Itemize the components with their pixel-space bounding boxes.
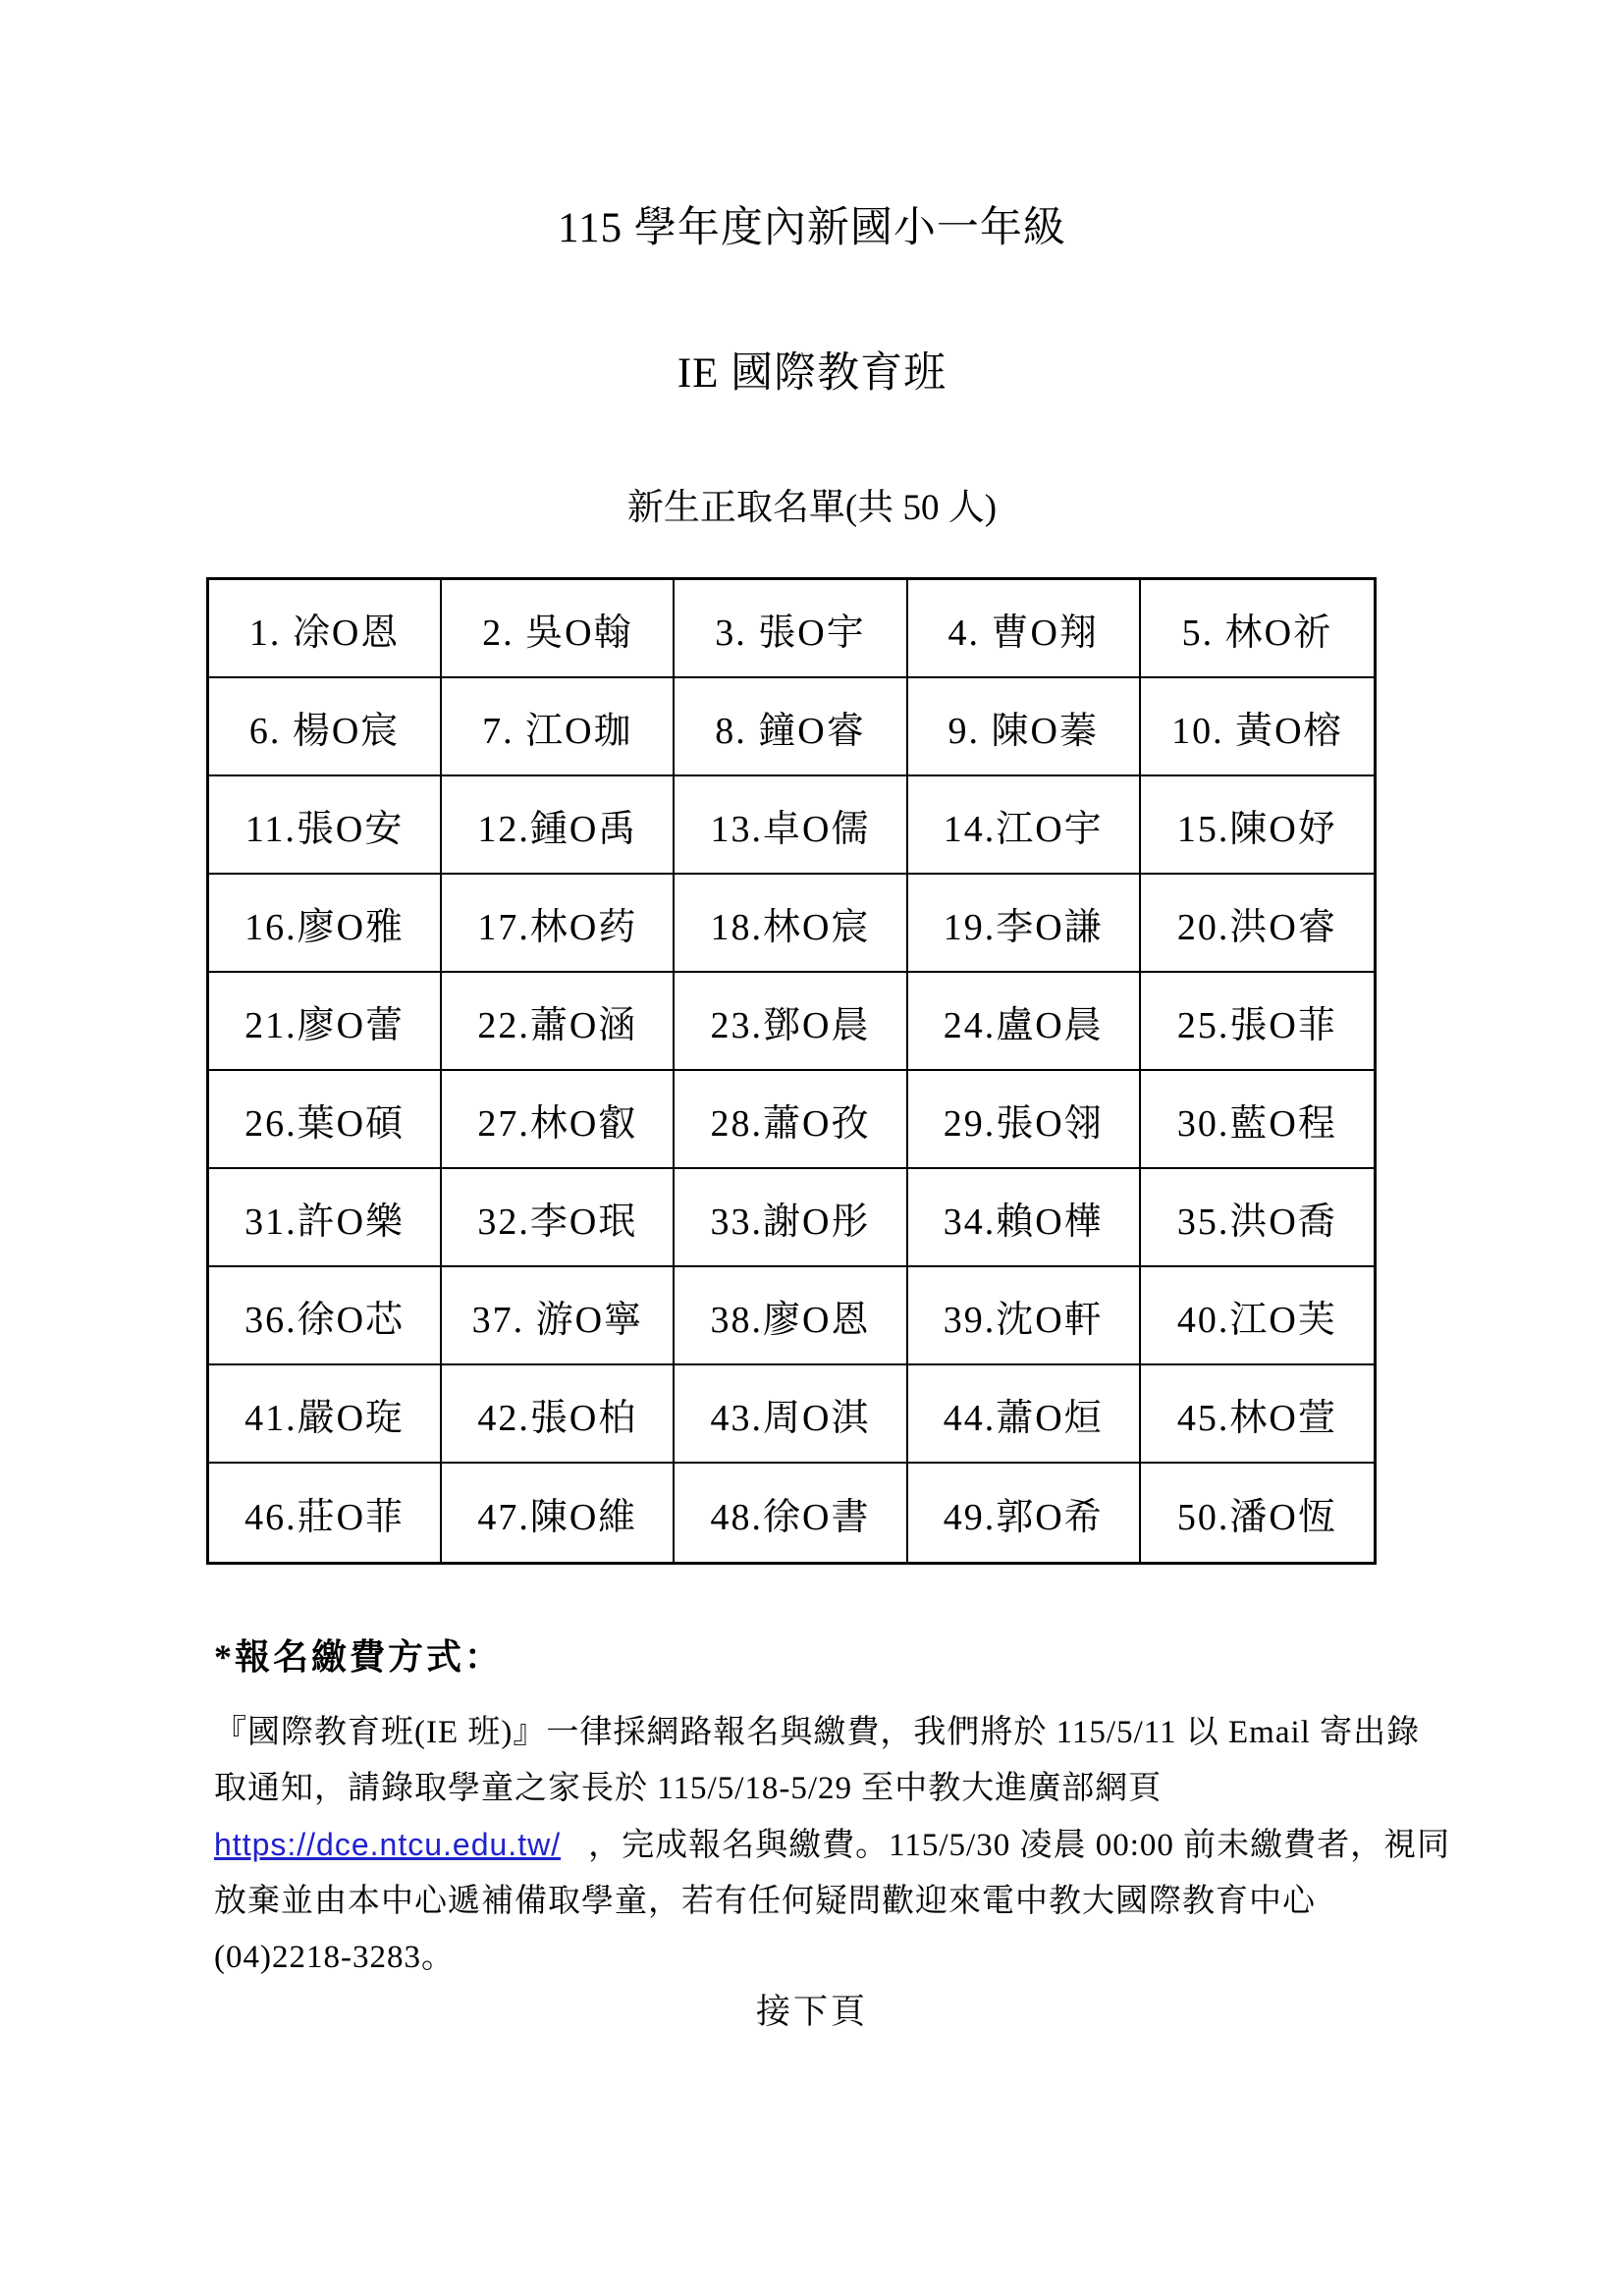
roster-cell: 11.張O安	[209, 776, 442, 875]
roster-cell: 48.徐O書	[675, 1464, 907, 1562]
roster-cell: 40.江O芙	[1141, 1267, 1374, 1365]
next-page-label: 接下頁	[755, 1993, 868, 2031]
roster-cell: 21.廖O蕾	[209, 973, 442, 1071]
roster-cell: 9. 陳O蓁	[908, 678, 1141, 776]
roster-cell: 12.鍾O禹	[442, 776, 675, 875]
notes-line-1: 『國際教育班(IE 班)』一律採網路報名與繳費，我們將於 115/5/11 以 Email 寄出錄	[214, 1715, 1421, 1750]
roster-cell: 36.徐O芯	[209, 1267, 442, 1365]
roster-cell: 17.林O药	[442, 875, 675, 973]
roster-cell: 47.陳O維	[442, 1464, 675, 1562]
roster-cell: 29.張O翎	[908, 1071, 1141, 1169]
roster-cell: 16.廖O雅	[209, 875, 442, 973]
roster-cell: 3. 張O宇	[675, 580, 907, 678]
roster-cell: 6. 楊O宸	[209, 678, 442, 776]
roster-cell: 13.卓O儒	[675, 776, 907, 875]
notes-line-2: 取通知，請錄取學童之家長於 115/5/18-5/29 至中教大進廣部網頁	[214, 1771, 1163, 1806]
page-title: 115 學年度內新國小一年級	[558, 205, 1066, 251]
roster-cell: 33.謝O彤	[675, 1169, 907, 1267]
roster-cell: 46.莊O菲	[209, 1464, 442, 1562]
roster-cell: 38.廖O恩	[675, 1267, 907, 1365]
roster-cell: 8. 鐘O睿	[675, 678, 907, 776]
roster-cell: 10. 黃O榕	[1141, 678, 1374, 776]
roster-cell: 27.林O叡	[442, 1071, 675, 1169]
roster-cell: 45.林O萱	[1141, 1365, 1374, 1464]
roster-cell: 43.周O淇	[675, 1365, 907, 1464]
roster-cell: 20.洪O睿	[1141, 875, 1374, 973]
roster-cell: 25.張O菲	[1141, 973, 1374, 1071]
roster-cell: 49.郭O希	[908, 1464, 1141, 1562]
roster-cell: 39.沈O軒	[908, 1267, 1141, 1365]
roster-cell: 30.藍O程	[1141, 1071, 1374, 1169]
roster-cell: 42.張O柏	[442, 1365, 675, 1464]
roster-cell: 22.蕭O涵	[442, 973, 675, 1071]
roster-cell: 50.潘O恆	[1176, 1496, 1337, 1538]
roster-cell: 32.李O珉	[442, 1169, 675, 1267]
roster-cell: 31.許O樂	[209, 1169, 442, 1267]
page-subtitle: IE 國際教育班	[677, 350, 947, 397]
roster-cell: 1. 凃O恩	[209, 580, 442, 678]
roster-cell: 37. 游O寧	[442, 1267, 675, 1365]
notes-section	[214, 1629, 1451, 1986]
registration-link[interactable]: https://dce.ntcu.edu.tw/	[214, 1827, 562, 1862]
list-heading: 新生正取名單(共 50 人)	[626, 488, 998, 528]
roster-cell: 4. 曹O翔	[908, 580, 1141, 678]
notes-heading: *報名繳費方式：	[214, 1637, 504, 1677]
notes-line-4: 放棄並由本中心遞補備取學童，若有任何疑問歡迎來電中教大國際教育中心	[214, 1884, 1316, 1919]
roster-cell: 35.洪O喬	[1141, 1169, 1374, 1267]
roster-table	[206, 577, 1377, 1565]
roster-cell: 15.陳O妤	[1141, 776, 1374, 875]
roster-cell: 26.葉O碩	[209, 1071, 442, 1169]
roster-cell: 14.江O宇	[908, 776, 1141, 875]
roster-cell: 7. 江O珈	[442, 678, 675, 776]
roster-cell: 28.蕭O孜	[675, 1071, 907, 1169]
notes-line-5: (04)2218-3283。	[214, 1940, 455, 1975]
roster-cell: 44.蕭O烜	[908, 1365, 1141, 1464]
roster-cell: 34.賴O樺	[908, 1169, 1141, 1267]
roster-cell: 41.嚴O琁	[209, 1365, 442, 1464]
roster-cell: 18.林O宸	[675, 875, 907, 973]
roster-cell: 24.盧O晨	[908, 973, 1141, 1071]
roster-cell: 2. 吳O翰	[442, 580, 675, 678]
notes-line-3	[214, 1817, 1451, 1874]
roster-cell: 23.鄧O晨	[675, 973, 907, 1071]
notes-line-3-text: ，完成報名與繳費。115/5/30 凌晨 00:00 前未繳費者，視同	[588, 1828, 1451, 1863]
roster-cell: 5. 林O祈	[1141, 580, 1374, 678]
roster-cell: 19.李O謙	[908, 875, 1141, 973]
